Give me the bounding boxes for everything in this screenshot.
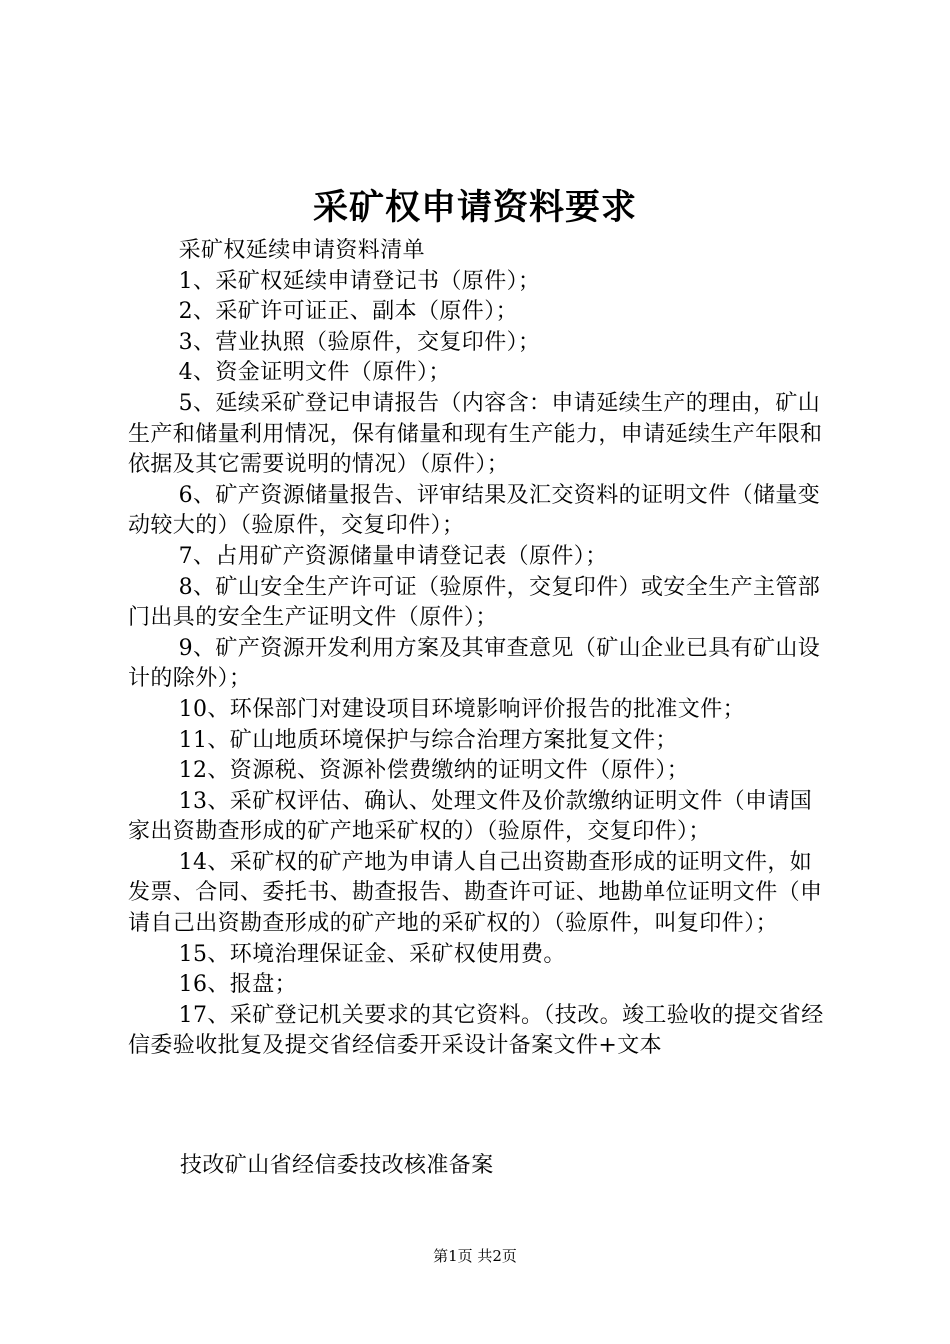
paragraph-item-6: 6、矿产资源储量报告、评审结果及汇交资料的证明文件（储量变动较大的）（验原件，交复印件）； — [128, 482, 821, 539]
paragraph-item-7: 7、占用矿产资源储量申请登记表（原件）； — [178, 543, 608, 569]
paragraph-item-5: 5、延续采矿登记申请报告（内容含：申请延续生产的理由，矿山生产和储量利用情况，保有储量和现有生产能力，申请延续生产年限和依据及其它需要说明的情况）（原件）； — [128, 390, 823, 478]
paragraph-item-15: 15、环境治理保证金、采矿权使用费。 — [178, 941, 566, 967]
paragraph-item-11: 11、矿山地质环境保护与综合治理方案批复文件； — [178, 727, 678, 753]
page-footer: 第1页 共2页 — [433, 1247, 517, 1265]
paragraph-item-9: 9、矿产资源开发利用方案及其审查意见（矿山企业已具有矿山设计的除外）； — [128, 635, 821, 692]
document-body — [128, 236, 834, 1062]
paragraph-list-heading: 采矿权延续申请资料清单 — [178, 238, 425, 263]
paragraph-item-3: 3、营业执照（验原件，交复印件）； — [178, 329, 541, 355]
paragraph-item-13: 13、采矿权评估、确认、处理文件及价款缴纳证明文件（申请国家出资勘查形成的矿产地采矿权的）（验原件，交复印件）； — [128, 788, 813, 845]
paragraph-item-8: 8、矿山安全生产许可证（验原件，交复印件）或安全生产主管部门出具的安全生产证明文件（原件）； — [128, 574, 821, 631]
paragraph-item-10: 10、环保部门对建设项目环境影响评价报告的批准文件； — [178, 696, 745, 722]
page-title: 采矿权申请资料要求 — [312, 188, 637, 228]
paragraph-item-2: 2、采矿许可证正、副本（原件）； — [178, 299, 518, 325]
paragraph-item-14: 14、采矿权的矿产地为申请人自己出资勘查形成的证明文件，如发票、合同、委托书、勘查报告、勘查许可证、地勘单位证明文件（申请自己出资勘查形成的矿产地的采矿权的）（验原件，叫复印件）； — [128, 849, 823, 937]
paragraph-item-4: 4、资金证明文件（原件）； — [178, 360, 451, 386]
paragraph-item-12: 12、资源税、资源补偿费缴纳的证明文件（原件）； — [178, 758, 690, 784]
note-line: 技改矿山省经信委技改核准备案 — [180, 1153, 494, 1178]
paragraph-item-16: 16、报盘； — [178, 972, 297, 998]
paragraph-item-1: 1、采矿权延续申请登记书（原件）； — [178, 268, 541, 294]
paragraph-item-17: 17、采矿登记机关要求的其它资料。（技改。竣工验收的提交省经信委验收批复及提交省经信委开采设计备案文件+文本 — [128, 1002, 824, 1059]
